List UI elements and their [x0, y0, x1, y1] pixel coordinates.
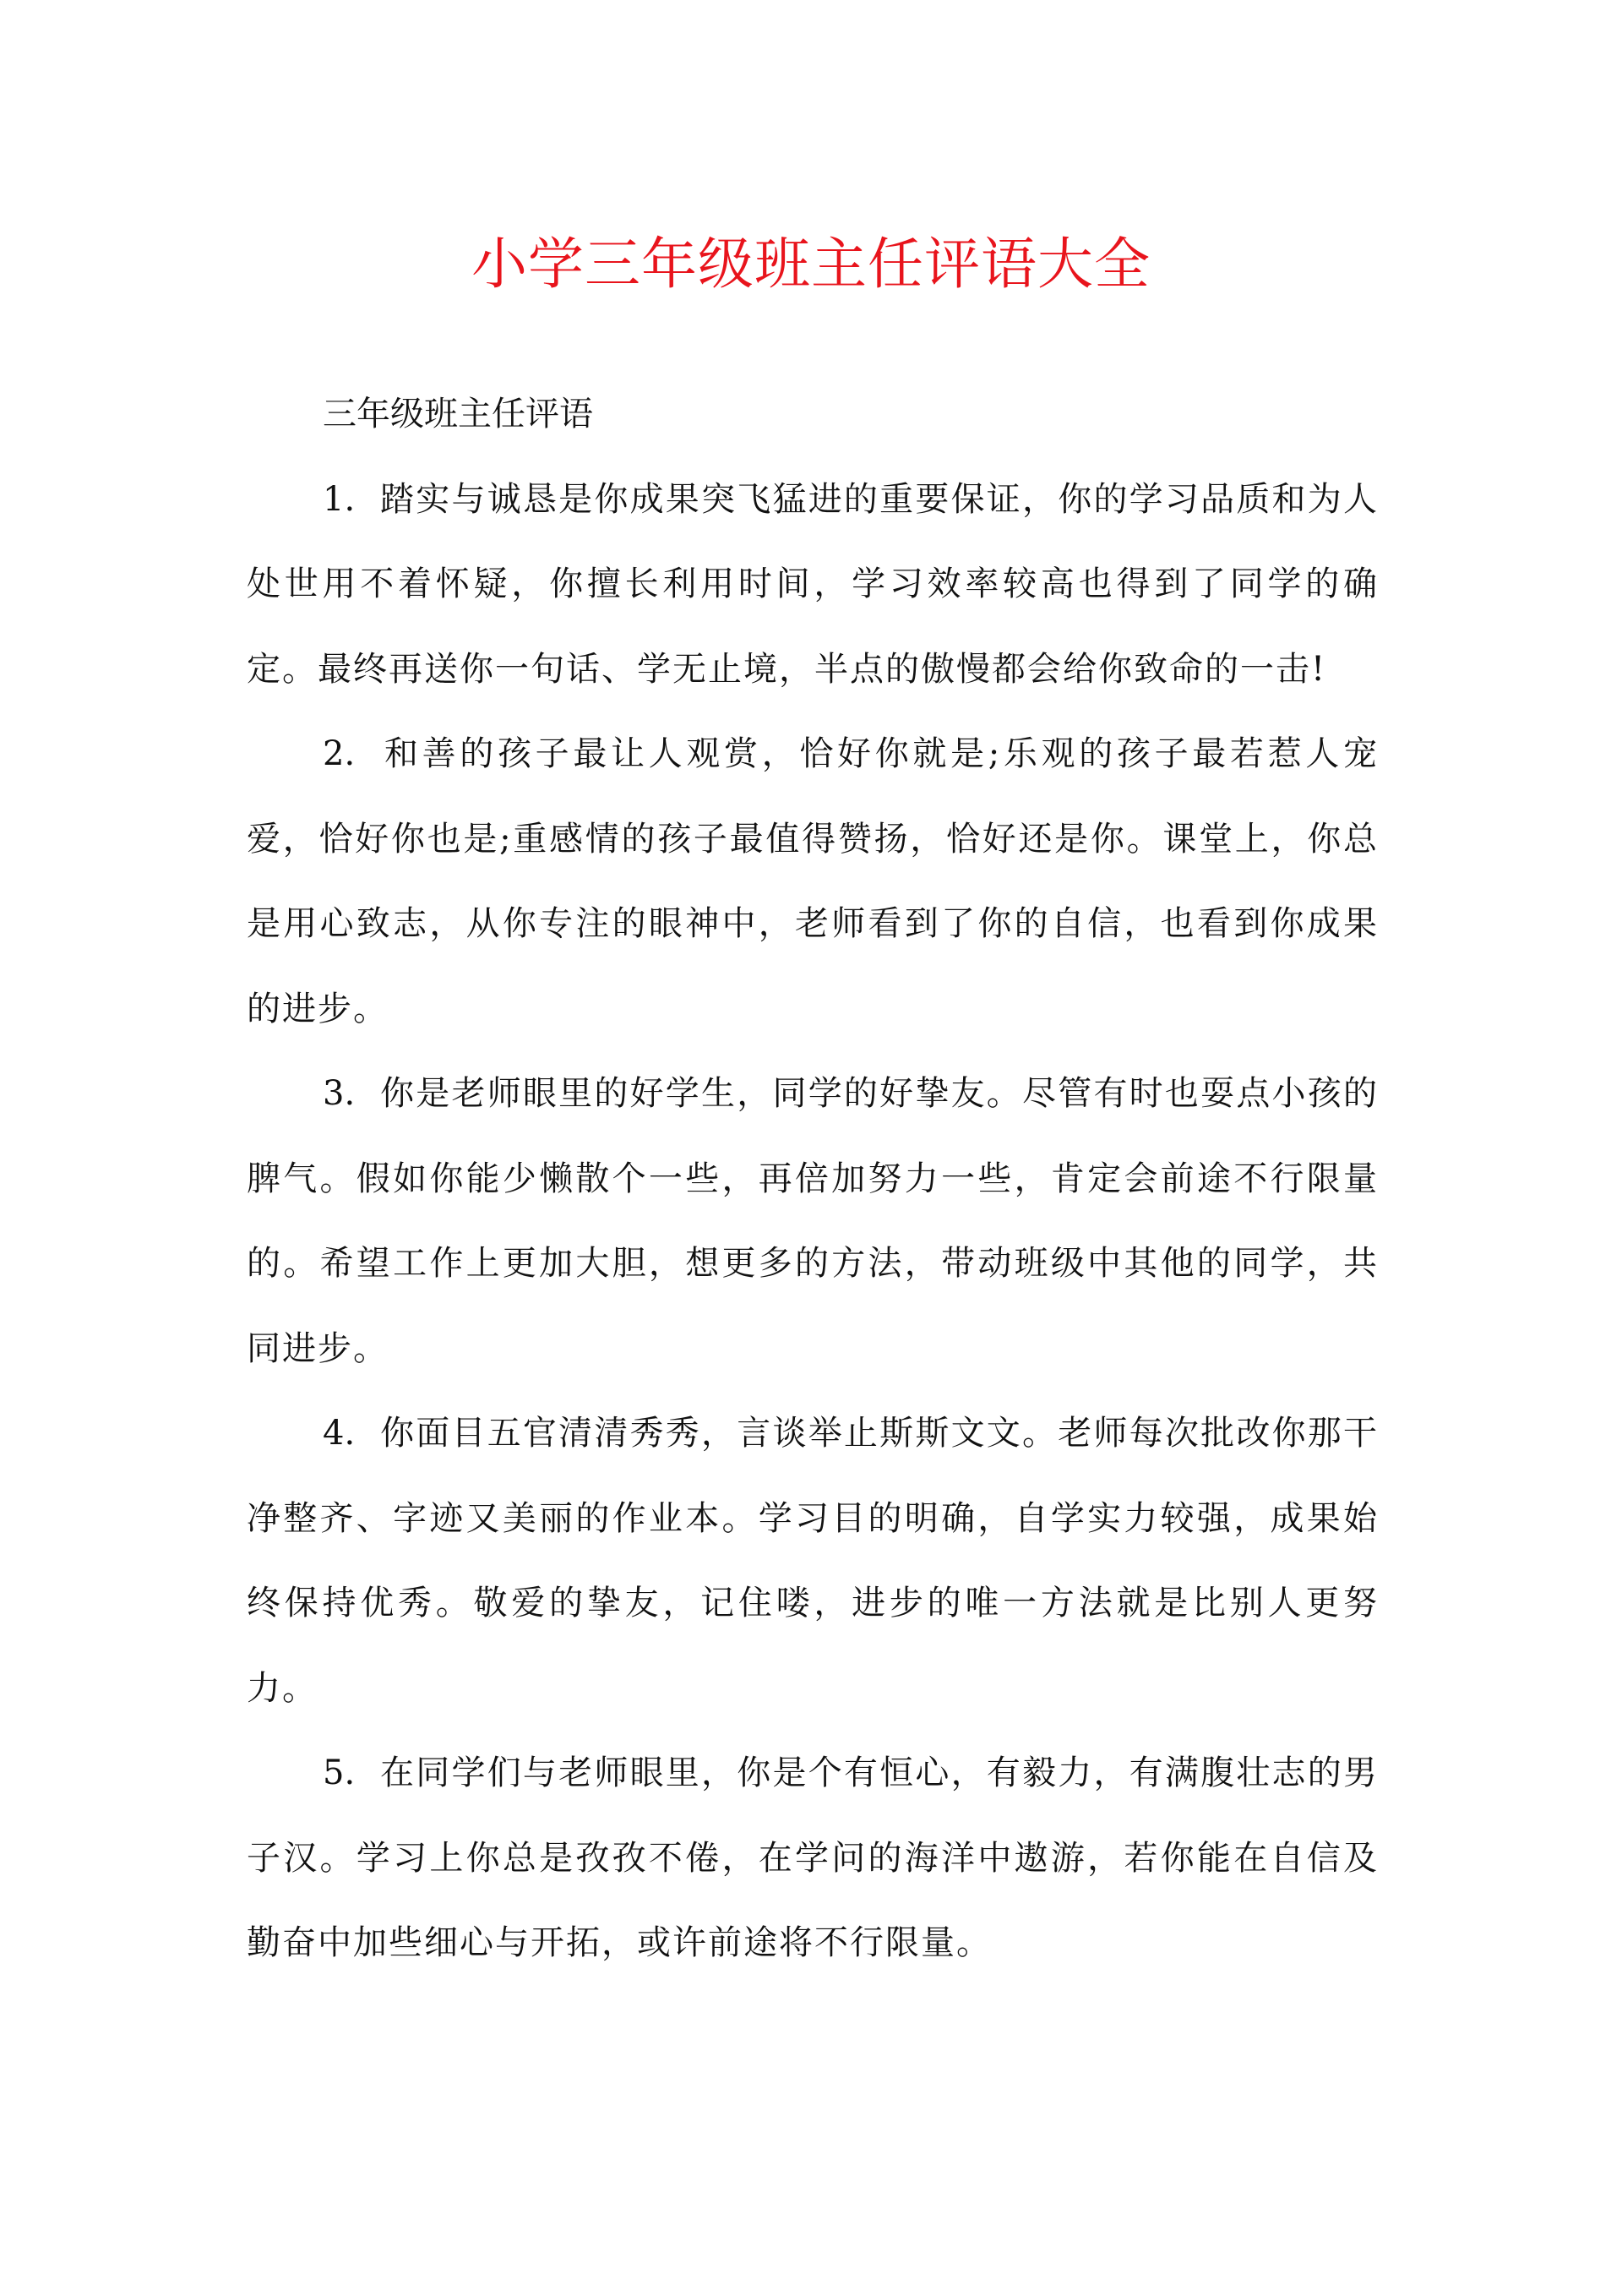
- paragraph-number: 3.: [323, 1074, 356, 1113]
- comment-paragraph-5: [247, 1731, 1379, 1986]
- comment-paragraph-4: [247, 1391, 1379, 1731]
- paragraph-number: 2.: [323, 734, 356, 773]
- paragraph-text: 你是老师眼里的好学生，同学的好挚友。尽管有时也耍点小孩的脾气。假如你能少懒散个一些，再倍加努力一些，肯定会前途不行限量的。希望工作上更加大胆，想更多的方法，带动班级中其他的同学，共同进步。: [247, 1074, 1379, 1368]
- paragraph-text: 你面目五官清清秀秀，言谈举止斯斯文文。老师每次批改你那干净整齐、字迹又美丽的作业本。学习目的明确，自学实力较强，成果始终保持优秀。敬爱的挚友，记住喽，进步的唯一方法就是比别人更努力。: [247, 1414, 1379, 1708]
- document-title: 小学三年级班主任评语大全: [471, 232, 1151, 297]
- paragraph-number: 5.: [323, 1753, 356, 1792]
- comment-paragraph-2: [247, 712, 1379, 1051]
- section-heading: 三年级班主任评语: [323, 395, 593, 434]
- comment-paragraph-3: [247, 1051, 1379, 1391]
- comment-paragraph-1: [247, 457, 1379, 712]
- paragraph-text: 踏实与诚恳是你成果突飞猛进的重要保证，你的学习品质和为人处世用不着怀疑，你擅长利用时间，学习效率较高也得到了同学的确定。最终再送你一句话、学无止境，半点的傲慢都会给你致命的一击!: [247, 479, 1379, 689]
- document-body: [247, 372, 1379, 1986]
- paragraph-text: 在同学们与老师眼里，你是个有恒心，有毅力，有满腹壮志的男子汉。学习上你总是孜孜不倦，在学问的海洋中遨游，若你能在自信及勤奋中加些细心与开拓，或许前途将不行限量。: [247, 1753, 1379, 1962]
- paragraph-number: 1.: [323, 479, 356, 519]
- paragraph-text: 和善的孩子最让人观赏，恰好你就是;乐观的孩子最若惹人宠爱，恰好你也是;重感情的孩子最值得赞扬，恰好还是你。课堂上，你总是用心致志，从你专注的眼神中，老师看到了你的自信，也看到你成果的进步。: [247, 734, 1379, 1028]
- paragraph-number: 4.: [323, 1414, 356, 1453]
